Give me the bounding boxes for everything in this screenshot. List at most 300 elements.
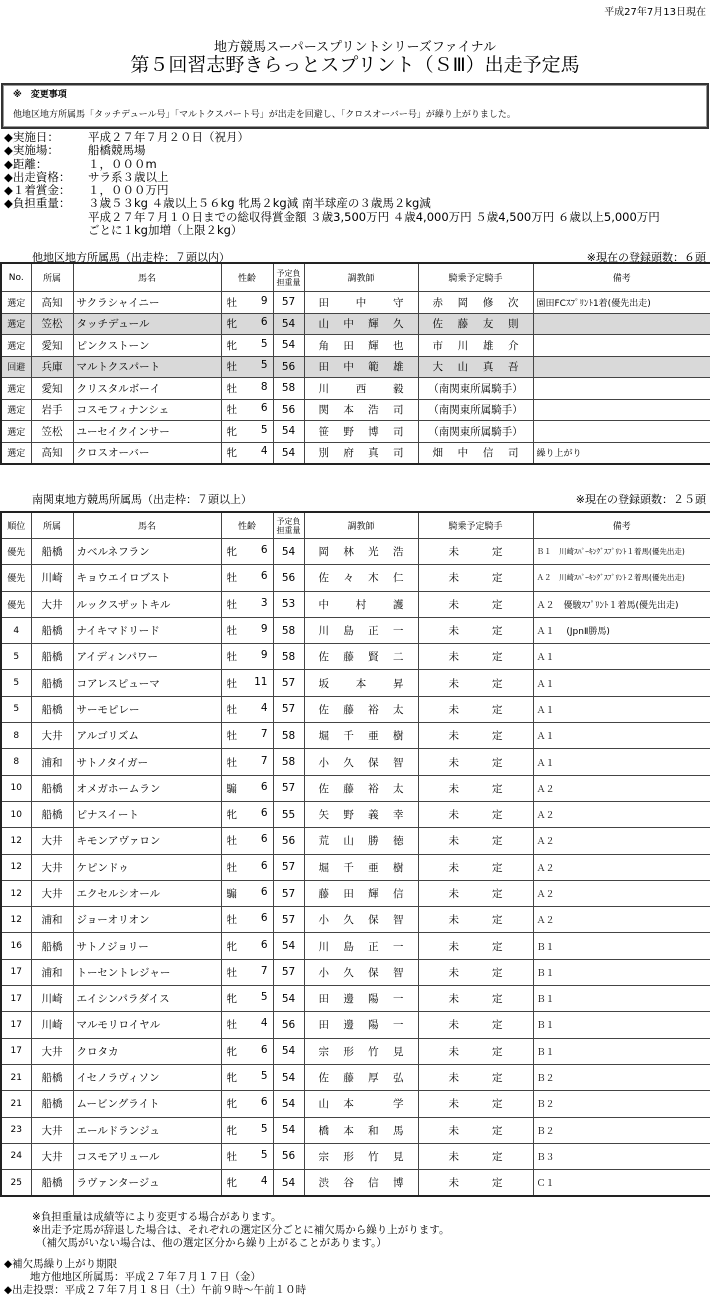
info-row <box>4 158 660 171</box>
horse-name-cell: ピナスイート <box>73 801 221 827</box>
affiliation-cell: 高知 <box>31 292 73 314</box>
horse-name-cell: コスモフィナンシェ <box>73 399 221 421</box>
info-value: サラ系３歳以上 <box>88 169 169 184</box>
header-col-affiliation: 所属 <box>31 512 73 539</box>
remarks-cell <box>533 313 710 335</box>
sex-age-cell <box>221 959 273 985</box>
sex: 牡 <box>226 598 237 611</box>
rank-cell: 12 <box>1 828 31 854</box>
header-col-sex-age: 性齢 <box>221 263 273 292</box>
rank-cell: 5 <box>1 670 31 696</box>
jockey-cell: （南関東所属騎手） <box>418 399 533 421</box>
table-row <box>1 565 710 591</box>
weight-cell: 54 <box>273 1117 304 1143</box>
info-label: ◆１着賞金： <box>4 183 71 198</box>
rank-cell: 選定 <box>1 335 31 357</box>
weight-cell: 54 <box>273 1170 304 1197</box>
jockey-cell: 未定 <box>418 828 533 854</box>
jockey-cell: 未定 <box>418 749 533 775</box>
table-row <box>1 378 710 400</box>
trainer-cell: 田邊陽一 <box>304 1012 418 1038</box>
trainer-cell: 小久保智 <box>304 907 418 933</box>
info-row <box>4 144 660 157</box>
weight-cell: 57 <box>273 696 304 722</box>
remarks-cell: Ｂ１ <box>533 1012 710 1038</box>
affiliation-cell: 船橋 <box>31 539 73 565</box>
sex-age-cell <box>221 644 273 670</box>
entry-vote: ◆出走投票：平成２７年７月１８日（土）午前９時～午前１０時 <box>4 1284 307 1296</box>
affiliation-cell: 川崎 <box>31 986 73 1012</box>
table-row <box>1 356 710 378</box>
info-row <box>4 131 660 144</box>
sex: 牡 <box>226 835 237 848</box>
header-col-jockey: 騎乗予定騎手 <box>418 512 533 539</box>
age: 3 <box>260 596 268 609</box>
weight-cell: 56 <box>273 1012 304 1038</box>
sex: 騸 <box>226 888 237 900</box>
jockey-cell: 未定 <box>418 907 533 933</box>
sex: 牡 <box>226 404 237 417</box>
age: 7 <box>260 728 268 741</box>
jockey-cell: 未定 <box>418 1117 533 1143</box>
rank-cell: 25 <box>1 1170 31 1197</box>
age: 5 <box>260 991 268 1004</box>
sex-age-cell <box>221 749 273 775</box>
header-col-trainer: 調教師 <box>304 263 418 292</box>
remarks-cell: Ａ２ <box>533 775 710 801</box>
age: 11 <box>254 675 268 688</box>
affiliation-cell: 大井 <box>31 828 73 854</box>
affiliation-cell: 大井 <box>31 880 73 906</box>
affiliation-cell: 川崎 <box>31 565 73 591</box>
jockey-cell: 未定 <box>418 1064 533 1090</box>
trainer-cell: 宗形竹見 <box>304 1143 418 1169</box>
remarks-cell: Ｂ２ <box>533 1117 710 1143</box>
sex-age-cell <box>221 335 273 357</box>
rank-cell: 選定 <box>1 313 31 335</box>
sex: 牝 <box>226 993 237 1006</box>
trainer-cell: 田中範雄 <box>304 356 418 378</box>
rank-cell: 4 <box>1 617 31 643</box>
trainer-cell: 佐藤厚弘 <box>304 1064 418 1090</box>
weight-cell: 56 <box>273 565 304 591</box>
sex-age-cell <box>221 1064 273 1090</box>
horse-name-cell: クロタカ <box>73 1038 221 1064</box>
info-row <box>4 197 660 210</box>
horse-name-cell: コアレスピューマ <box>73 670 221 696</box>
age: 5 <box>260 1070 268 1083</box>
trainer-cell: 堀千亜樹 <box>304 854 418 880</box>
trainer-cell: 小久保智 <box>304 959 418 985</box>
sex-age-cell <box>221 421 273 443</box>
rank-cell: 5 <box>1 644 31 670</box>
race-info <box>4 131 660 237</box>
jockey-cell: 未定 <box>418 565 533 591</box>
info-value: ごとに１kg加増（上限２kg） <box>88 223 243 238</box>
sex-age-cell <box>221 854 273 880</box>
jockey-cell: 未定 <box>418 775 533 801</box>
table-row <box>1 644 710 670</box>
jockey-cell: 大山真吾 <box>418 356 533 378</box>
weight-cell: 54 <box>273 335 304 357</box>
sex: 牝 <box>226 425 237 438</box>
rank-cell: 17 <box>1 1012 31 1038</box>
sex: 牡 <box>226 703 237 716</box>
trainer-cell: 佐藤裕太 <box>304 775 418 801</box>
remarks-cell: Ｂ１ <box>533 986 710 1012</box>
affiliation-cell: 川崎 <box>31 1012 73 1038</box>
sex-age-cell <box>221 539 273 565</box>
trainer-cell: 笹野博司 <box>304 421 418 443</box>
sex: 牡 <box>226 1150 237 1163</box>
jockey-cell: （南関東所属騎手） <box>418 421 533 443</box>
header-col-horse: 馬名 <box>73 263 221 292</box>
weight-cell: 57 <box>273 292 304 314</box>
horse-name-cell: クリスタルボーイ <box>73 378 221 400</box>
info-value: １，０００m <box>88 156 157 171</box>
remarks-cell: Ａ２ 川崎ｽﾊﾟｰｷﾝｸﾞｽﾌﾟﾘﾝﾄ２着馬(優先出走) <box>533 565 710 591</box>
remarks-cell: 繰り上がり <box>533 442 710 464</box>
age: 9 <box>260 294 268 307</box>
weight-cell: 54 <box>273 1091 304 1117</box>
jockey-cell: 未定 <box>418 591 533 617</box>
sex: 牡 <box>226 966 237 979</box>
rank-cell: 選定 <box>1 378 31 400</box>
age: 6 <box>260 1096 268 1109</box>
age: 6 <box>260 316 268 329</box>
jockey-cell: 赤岡修次 <box>418 292 533 314</box>
sex-age-cell <box>221 1091 273 1117</box>
sex: 牡 <box>226 677 237 690</box>
table-row <box>1 313 710 335</box>
page-title: 第５回習志野きらっとスプリント（ＳⅢ）出走予定馬 <box>130 54 580 76</box>
weight-cell: 56 <box>273 828 304 854</box>
series-subtitle: 地方競馬スーパースプリントシリーズファイナル <box>214 40 496 55</box>
rank-cell: 選定 <box>1 442 31 464</box>
horse-name-cell: トーセントレジャー <box>73 959 221 985</box>
sex: 牝 <box>226 1124 237 1137</box>
deadline-heading: ◆補欠馬繰り上がり期限 <box>4 1258 118 1270</box>
info-label: ◆実施日： <box>4 130 59 144</box>
remarks-cell <box>533 335 710 357</box>
weight-cell: 55 <box>273 801 304 827</box>
remarks-cell: Ａ１ <box>533 723 710 749</box>
weight-cell: 56 <box>273 399 304 421</box>
affiliation-cell: 浦和 <box>31 959 73 985</box>
affiliation-cell: 船橋 <box>31 801 73 827</box>
horse-name-cell: クロスオーバー <box>73 442 221 464</box>
rank-cell: 12 <box>1 854 31 880</box>
header-col-sex-age: 性齢 <box>221 512 273 539</box>
sex-age-cell <box>221 696 273 722</box>
affiliation-cell: 浦和 <box>31 749 73 775</box>
affiliation-cell: 船橋 <box>31 775 73 801</box>
age: 6 <box>260 807 268 820</box>
horse-name-cell: キョウエイロブスト <box>73 565 221 591</box>
jockey-cell: 佐藤友則 <box>418 313 533 335</box>
note-weight: ※負担重量は成績等により変更する場合があります。 <box>32 1211 282 1223</box>
age: 7 <box>260 964 268 977</box>
remarks-cell <box>533 421 710 443</box>
affiliation-cell: 大井 <box>31 1038 73 1064</box>
weight-cell: 54 <box>273 986 304 1012</box>
affiliation-cell: 船橋 <box>31 644 73 670</box>
sex: 牡 <box>226 572 237 585</box>
jockey-cell: 未定 <box>418 986 533 1012</box>
jockey-cell: 未定 <box>418 723 533 749</box>
trainer-cell: 坂本昇 <box>304 670 418 696</box>
header-col-remarks: 備考 <box>533 263 710 292</box>
jockey-cell: 市川雄介 <box>418 335 533 357</box>
table-row <box>1 828 710 854</box>
remarks-cell <box>533 399 710 421</box>
remarks-cell: Ａ１ <box>533 670 710 696</box>
age: 8 <box>260 380 268 393</box>
horse-name-cell: キモンアヴァロン <box>73 828 221 854</box>
sex: 牝 <box>226 339 237 352</box>
remarks-cell: Ａ２ <box>533 828 710 854</box>
horse-name-cell: ムービングライト <box>73 1091 221 1117</box>
sex-age-cell <box>221 907 273 933</box>
remarks-cell: Ｂ１ <box>533 959 710 985</box>
weight-cell: 54 <box>273 421 304 443</box>
weight-cell: 56 <box>273 1143 304 1169</box>
jockey-cell: 未定 <box>418 1038 533 1064</box>
weight-cell: 56 <box>273 356 304 378</box>
horse-name-cell: ユーセイクインサー <box>73 421 221 443</box>
header-col-affiliation: 所属 <box>31 263 73 292</box>
weight-cell: 54 <box>273 933 304 959</box>
trainer-cell: 橋本和馬 <box>304 1117 418 1143</box>
weight-cell: 54 <box>273 1064 304 1090</box>
table-row <box>1 591 710 617</box>
jockey-cell: 未定 <box>418 1170 533 1197</box>
remarks-cell: Ｂ２ <box>533 1064 710 1090</box>
jockey-cell: 未定 <box>418 539 533 565</box>
sex-age-cell <box>221 1143 273 1169</box>
south-kanto-caption: 南関東地方競馬所属馬（出走枠：７頭以上） <box>32 493 252 506</box>
affiliation-cell: 大井 <box>31 1143 73 1169</box>
rank-cell: 5 <box>1 696 31 722</box>
header-col-trainer: 調教師 <box>304 512 418 539</box>
affiliation-cell: 船橋 <box>31 696 73 722</box>
jockey-cell: 未定 <box>418 959 533 985</box>
table-row <box>1 933 710 959</box>
weight-cell: 54 <box>273 313 304 335</box>
info-row <box>4 184 660 197</box>
trainer-cell: 関本浩司 <box>304 399 418 421</box>
age: 4 <box>260 1017 268 1030</box>
info-value: 平成２７年７月２０日（祝月） <box>88 130 249 144</box>
horse-name-cell: サクラシャイニー <box>73 292 221 314</box>
sex-age-cell <box>221 670 273 696</box>
trainer-cell: 山本 学 <box>304 1091 418 1117</box>
affiliation-cell: 大井 <box>31 1117 73 1143</box>
horse-name-cell: タッチデュール <box>73 313 221 335</box>
table-row <box>1 539 710 565</box>
header-col-remarks: 備考 <box>533 512 710 539</box>
header-row <box>1 512 710 539</box>
horse-name-cell: マルモリロイヤル <box>73 1012 221 1038</box>
age: 6 <box>260 780 268 793</box>
trainer-cell: 堀千亜樹 <box>304 723 418 749</box>
horse-name-cell: ピンクストーン <box>73 335 221 357</box>
change-notice-body: 他地区地方所属馬「タッチデュール号」「マルトクスパート号」が出走を回避し、「クロスオーバー号」が繰り上がりました。 <box>13 110 516 120</box>
jockey-cell: 未定 <box>418 617 533 643</box>
jockey-cell: 未定 <box>418 644 533 670</box>
age: 6 <box>260 833 268 846</box>
table-row <box>1 801 710 827</box>
info-value: １，０００万円 <box>88 183 169 198</box>
trainer-cell: 佐藤賢二 <box>304 644 418 670</box>
jockey-cell: 未定 <box>418 854 533 880</box>
remarks-cell <box>533 378 710 400</box>
age: 9 <box>260 623 268 636</box>
sex-age-cell <box>221 933 273 959</box>
table-row <box>1 442 710 464</box>
weight-cell: 57 <box>273 670 304 696</box>
info-value: ３歳５３kg ４歳以上５６kg 牝馬２kg減 南半球産の３歳馬２kg減 <box>88 196 431 211</box>
horse-name-cell: サトノジョリー <box>73 933 221 959</box>
weight-cell: 57 <box>273 854 304 880</box>
horse-name-cell: アルゴリズム <box>73 723 221 749</box>
sex-age-cell <box>221 986 273 1012</box>
rank-cell: 23 <box>1 1117 31 1143</box>
table-row <box>1 959 710 985</box>
sex-age-cell <box>221 723 273 749</box>
trainer-cell: 田邊陽一 <box>304 986 418 1012</box>
weight-cell: 54 <box>273 539 304 565</box>
weight-cell: 58 <box>273 723 304 749</box>
affiliation-cell: 船橋 <box>31 1170 73 1197</box>
header-col-jockey: 騎乗予定騎手 <box>418 263 533 292</box>
table-row <box>1 696 710 722</box>
jockey-cell: 未定 <box>418 670 533 696</box>
affiliation-cell: 船橋 <box>31 670 73 696</box>
table-row <box>1 421 710 443</box>
sex: 牡 <box>226 651 237 664</box>
affiliation-cell: 兵庫 <box>31 356 73 378</box>
remarks-cell: Ａ１ <box>533 749 710 775</box>
remarks-cell: Ｃ１ <box>533 1170 710 1197</box>
sex-age-cell <box>221 565 273 591</box>
horse-name-cell: ナイキマドリード <box>73 617 221 643</box>
remarks-cell: Ｂ１ <box>533 1038 710 1064</box>
header-col-horse: 馬名 <box>73 512 221 539</box>
horse-name-cell: ジョーオリオン <box>73 907 221 933</box>
age: 4 <box>260 701 268 714</box>
jockey-cell: 未定 <box>418 1012 533 1038</box>
table-row <box>1 907 710 933</box>
age: 6 <box>260 1043 268 1056</box>
sex: 牝 <box>226 447 237 460</box>
rank-cell: 21 <box>1 1064 31 1090</box>
trainer-cell: 渋谷信博 <box>304 1170 418 1197</box>
table-row <box>1 670 710 696</box>
age: 9 <box>260 649 268 662</box>
sex: 牡 <box>226 730 237 743</box>
trainer-cell: 矢野義幸 <box>304 801 418 827</box>
age: 4 <box>260 1175 268 1188</box>
trainer-cell: 藤田輝信 <box>304 880 418 906</box>
affiliation-cell: 大井 <box>31 854 73 880</box>
remarks-cell: Ａ１ (JpnⅡ勝馬) <box>533 617 710 643</box>
jockey-cell: 未定 <box>418 1143 533 1169</box>
sex-age-cell <box>221 1117 273 1143</box>
horse-name-cell: コスモアリュール <box>73 1143 221 1169</box>
sex: 牡 <box>226 361 237 374</box>
sex-age-cell <box>221 399 273 421</box>
info-row <box>4 171 660 184</box>
horse-name-cell: ラヴァンタージュ <box>73 1170 221 1197</box>
sex: 牝 <box>226 1045 237 1058</box>
header-col-weight: 予定負担重量 <box>273 512 304 539</box>
weight-cell: 53 <box>273 591 304 617</box>
remarks-cell: Ａ２ <box>533 801 710 827</box>
header-col-no: 順位 <box>1 512 31 539</box>
rank-cell: 10 <box>1 801 31 827</box>
affiliation-cell: 笠松 <box>31 313 73 335</box>
sex: 牝 <box>226 940 237 953</box>
jockey-cell: 未定 <box>418 801 533 827</box>
affiliation-cell: 愛知 <box>31 378 73 400</box>
affiliation-cell: 岩手 <box>31 399 73 421</box>
other-region-table <box>0 262 710 465</box>
affiliation-cell: 船橋 <box>31 1091 73 1117</box>
remarks-cell <box>533 356 710 378</box>
horse-name-cell: エイシンパラダイス <box>73 986 221 1012</box>
info-label: ◆実施場： <box>4 143 59 158</box>
age: 4 <box>260 445 268 458</box>
jockey-cell: 畑中信司 <box>418 442 533 464</box>
sex-age-cell <box>221 617 273 643</box>
sex-age-cell <box>221 1012 273 1038</box>
sex: 牝 <box>226 1177 237 1190</box>
sex-age-cell <box>221 801 273 827</box>
trainer-cell: 山中輝久 <box>304 313 418 335</box>
sex: 牡 <box>226 861 237 874</box>
age: 5 <box>260 1122 268 1135</box>
sex: 牡 <box>226 1019 237 1032</box>
change-notice-box <box>1 83 709 129</box>
weight-cell: 57 <box>273 880 304 906</box>
note-reserve: （補欠馬がいない場合は、他の選定区分から繰り上がることがあります。） <box>36 1237 387 1249</box>
age: 6 <box>260 886 268 898</box>
weight-cell: 54 <box>273 442 304 464</box>
weight-cell: 57 <box>273 775 304 801</box>
trainer-cell: 宗形竹見 <box>304 1038 418 1064</box>
table-row <box>1 986 710 1012</box>
affiliation-cell: 船橋 <box>31 617 73 643</box>
affiliation-cell: 浦和 <box>31 907 73 933</box>
affiliation-cell: 船橋 <box>31 933 73 959</box>
table-row <box>1 1117 710 1143</box>
trainer-cell: 荒山勝徳 <box>304 828 418 854</box>
sex: 牝 <box>226 1098 237 1111</box>
info-label <box>4 211 88 224</box>
other-region-caption: 他地区地方所属馬（出走枠：７頭以内） <box>32 251 230 264</box>
trainer-cell: 川島正一 <box>304 617 418 643</box>
sex: 牡 <box>226 914 237 927</box>
affiliation-cell: 大井 <box>31 723 73 749</box>
trainer-cell: 別府真司 <box>304 442 418 464</box>
horse-name-cell: エールドランジュ <box>73 1117 221 1143</box>
sex: 牝 <box>226 1072 237 1085</box>
table-row <box>1 723 710 749</box>
rank-cell: 12 <box>1 880 31 906</box>
header-col-weight: 予定負担重量 <box>273 263 304 292</box>
sex-age-cell <box>221 292 273 314</box>
